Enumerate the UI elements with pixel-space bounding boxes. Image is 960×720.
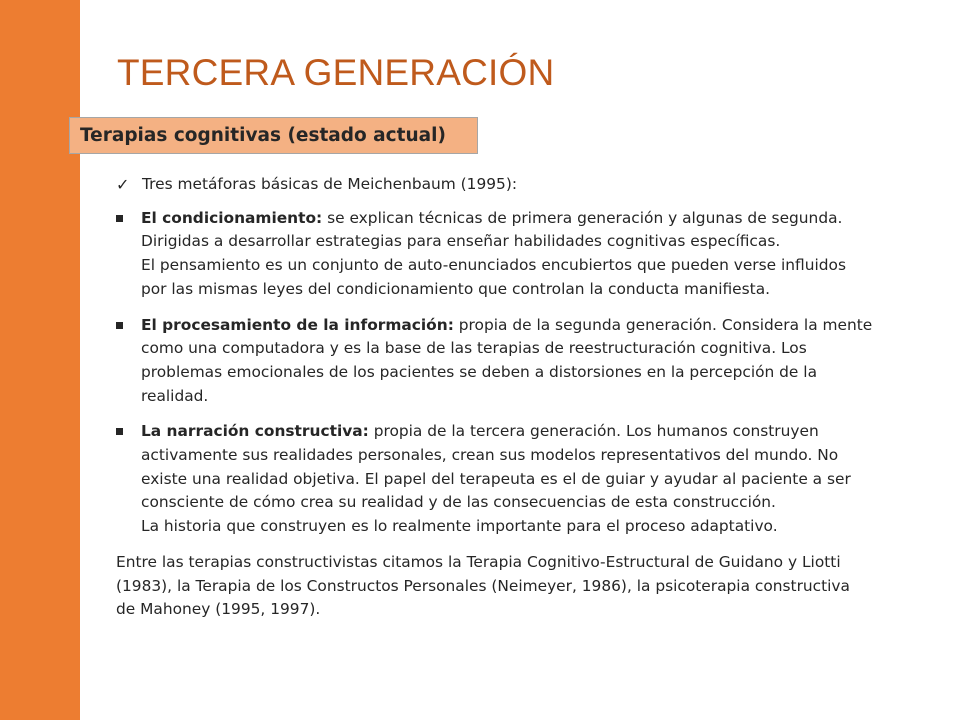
closing-paragraph bbox=[116, 551, 931, 622]
square-bullet-icon bbox=[116, 215, 123, 222]
closing-line: de Mahoney (1995, 1997). bbox=[116, 600, 321, 619]
item-text-line: El pensamiento es un conjunto de auto-enunciados encubiertos que pueden verse influidos bbox=[141, 256, 846, 275]
item-text-line: La historia que construyen es lo realmente importante para el proceso adaptativo. bbox=[141, 517, 778, 536]
item-text-line: realidad. bbox=[141, 386, 209, 405]
item-text-line: existe una realidad objetiva. El papel del terapeuta es el de guiar y ayudar al paciente a ser bbox=[141, 469, 851, 488]
closing-line: (1983), la Terapia de los Constructos Personales (Neimeyer, 1986), la psicoterapia constructiva bbox=[116, 576, 850, 595]
item-text: propia de la segunda generación. Considera la mente bbox=[458, 315, 873, 334]
item-text-line: como una computadora y es la base de las terapias de reestructuración cognitiva. Los bbox=[141, 339, 807, 358]
item-text-line: consciente de cómo crea su realidad y de las consecuencias de esta construcción. bbox=[141, 493, 776, 512]
intro-text: Tres metáforas básicas de Meichenbaum (1995): bbox=[142, 175, 518, 193]
item-text-line: activamente sus realidades personales, crean sus modelos representativos del mundo. No bbox=[141, 446, 839, 465]
intro-line bbox=[116, 173, 931, 197]
closing-line: Entre las terapias constructivistas citamos la Terapia Cognitivo-Estructural de Guidano y Liotti bbox=[116, 552, 841, 571]
item-term: El procesamiento de la información: bbox=[141, 315, 454, 334]
left-accent-bar bbox=[0, 0, 80, 720]
item-term: El condicionamiento: bbox=[141, 208, 323, 227]
item-first-line bbox=[141, 420, 931, 444]
list-item bbox=[116, 207, 931, 302]
item-text-line: problemas emocionales de los pacientes se deben a distorsiones en la percepción de la bbox=[141, 362, 818, 381]
item-text-line: Dirigidas a desarrollar estrategias para enseñar habilidades cognitivas específicas. bbox=[141, 232, 781, 251]
item-text: propia de la tercera generación. Los humanos construyen bbox=[373, 422, 819, 441]
item-text-line: por las mismas leyes del condicionamiento que controlan la conducta manifiesta. bbox=[141, 279, 771, 298]
item-first-line bbox=[141, 314, 931, 338]
square-bullet-icon bbox=[116, 428, 123, 435]
list-item bbox=[116, 314, 931, 409]
subtitle-box bbox=[69, 117, 478, 154]
slide-title: TERCERA GENERACIÓN bbox=[117, 52, 555, 93]
subtitle-text: Terapias cognitivas (estado actual) bbox=[80, 125, 446, 146]
list-item bbox=[116, 420, 931, 539]
item-text: se explican técnicas de primera generación y algunas de segunda. bbox=[327, 208, 843, 227]
square-bullet-icon bbox=[116, 322, 123, 329]
checkmark-icon: ✓ bbox=[116, 175, 130, 194]
item-first-line bbox=[141, 207, 931, 231]
item-term: La narración constructiva: bbox=[141, 422, 369, 441]
bullet-list bbox=[116, 207, 931, 539]
slide-content bbox=[116, 173, 931, 622]
